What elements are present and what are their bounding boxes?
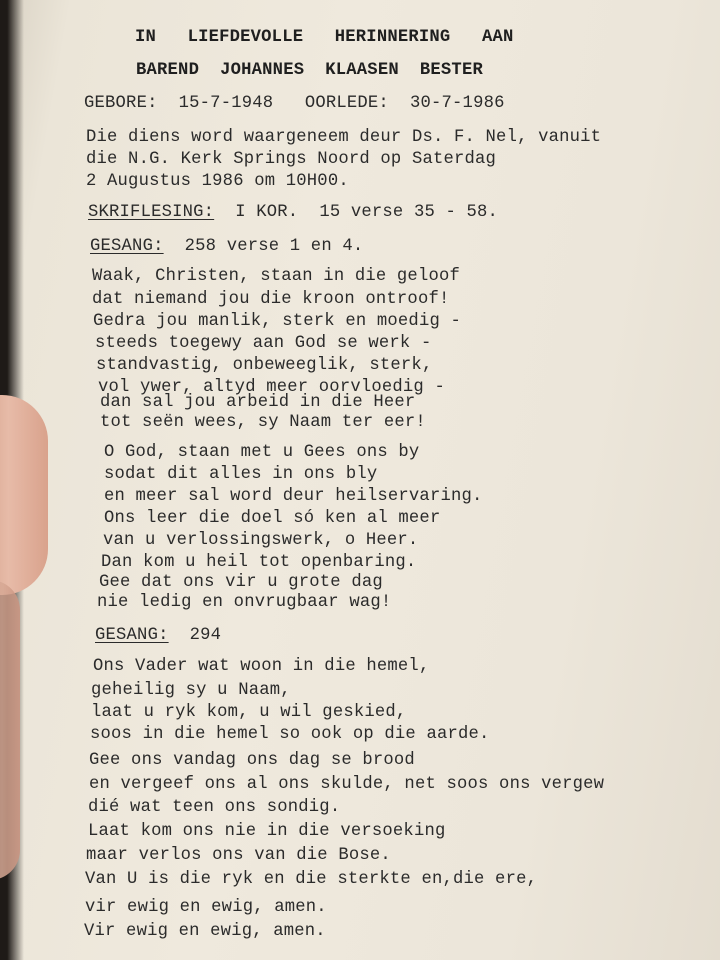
hymn-number: 294	[189, 626, 222, 645]
hymn-label: GESANG:	[95, 626, 169, 645]
hymn-verse-line: sodat dit alles in ons bly	[104, 465, 378, 484]
prayer-line: vir ewig en ewig, amen.	[85, 898, 327, 917]
prayer-line: dié wat teen ons sondig.	[88, 798, 341, 817]
prayer-line: geheilig sy u Naam,	[91, 681, 291, 700]
hymn-verse-line: vol ywer, altyd meer oorvloedig -	[98, 378, 445, 397]
hymn-number: 258 verse 1 en 4.	[184, 237, 364, 256]
hymn-verse-line: dan sal jou arbeid in die Heer	[100, 393, 416, 412]
prayer-line: Laat kom ons nie in die versoeking	[88, 822, 446, 841]
born-date: 15-7-1948	[178, 94, 274, 113]
died-date: 30-7-1986	[409, 94, 505, 113]
hymn-verse-line: dat niemand jou die kroon ontroof!	[92, 290, 450, 309]
service-line: Die diens word waargeneem deur Ds. F. Nel, vanuit	[86, 128, 602, 147]
prayer-line: en vergeef ons al ons skulde, net soos ons vergew	[89, 775, 605, 794]
deceased-name: BAREND JOHANNES KLAASEN BESTER	[136, 61, 483, 80]
hymn-heading	[95, 626, 221, 645]
prayer-line: laat u ryk kom, u wil geskied,	[91, 703, 407, 722]
memorial-heading: IN LIEFDEVOLLE HERINNERING AAN	[135, 28, 514, 47]
prayer-line: Gee ons vandag ons dag se brood	[89, 751, 415, 770]
dates-line	[84, 94, 505, 113]
prayer-line: maar verlos ons van die Bose.	[86, 846, 391, 865]
holding-finger	[0, 395, 48, 595]
service-line: die N.G. Kerk Springs Noord op Saterdag	[86, 150, 497, 169]
hymn-verse-line: Gedra jou manlik, sterk en moedig -	[93, 312, 461, 331]
prayer-line: Van U is die ryk en die sterkte en,die ere,	[85, 870, 538, 889]
hymn-heading	[90, 237, 363, 256]
hymn-verse-line: O God, staan met u Gees ons by	[104, 443, 420, 462]
hymn-verse-line: Dan kom u heil tot openbaring.	[101, 553, 417, 572]
died-label: OORLEDE:	[304, 94, 389, 113]
hymn-verse-line: standvastig, onbeweeglik, sterk,	[96, 356, 433, 375]
hymn-verse-line: Gee dat ons vir u grote dag	[99, 573, 383, 592]
hymn-verse-line: Ons leer die doel só ken al meer	[104, 509, 441, 528]
hymn-verse-line: tot seën wees, sy Naam ter eer!	[100, 413, 426, 432]
service-line: 2 Augustus 1986 om 10H00.	[86, 172, 349, 191]
hymn-verse-line: Waak, Christen, staan in die geloof	[92, 267, 460, 286]
hymn-label: GESANG:	[90, 237, 164, 256]
hymn-verse-line: nie ledig en onvrugbaar wag!	[97, 593, 392, 612]
hymn-verse-line: steeds toegewy aan God se werk -	[95, 334, 432, 353]
reading-label: SKRIFLESING:	[88, 203, 215, 222]
prayer-line: Vir ewig en ewig, amen.	[84, 922, 326, 941]
reading-line	[88, 203, 498, 222]
prayer-line: soos in die hemel so ook op die aarde.	[90, 725, 490, 744]
prayer-line: Ons Vader wat woon in die hemel,	[93, 657, 430, 676]
holding-hand	[0, 580, 20, 880]
hymn-verse-line: van u verlossingswerk, o Heer.	[103, 531, 419, 550]
hymn-verse-line: en meer sal word deur heilservaring.	[104, 487, 483, 506]
reading-text: I KOR. 15 verse 35 - 58.	[235, 203, 499, 222]
born-label: GEBORE:	[84, 94, 158, 113]
